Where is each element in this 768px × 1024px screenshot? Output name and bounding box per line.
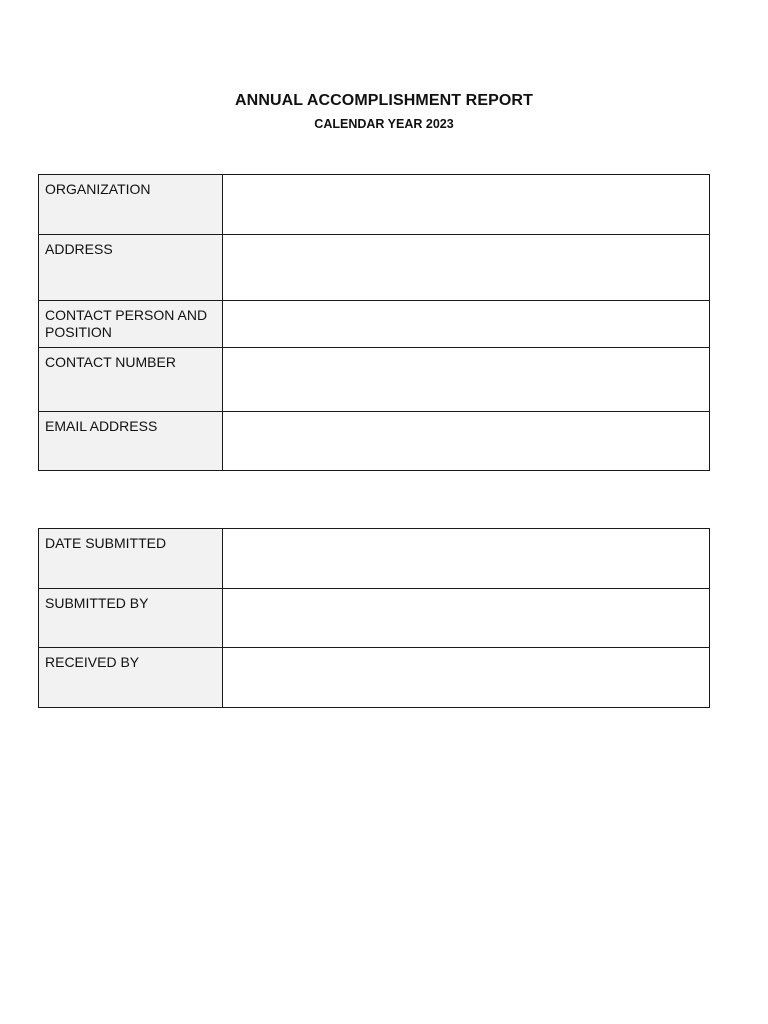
table-row: [39, 175, 710, 235]
address-label: ADDRESS: [39, 235, 223, 301]
contact-person-field[interactable]: [223, 301, 710, 348]
table-row: [39, 301, 710, 348]
received-by-field[interactable]: [223, 648, 710, 708]
submitted-by-label: SUBMITTED BY: [39, 589, 223, 648]
date-submitted-label: DATE SUBMITTED: [39, 529, 223, 589]
table-row: [39, 235, 710, 301]
date-submitted-field[interactable]: [223, 529, 710, 589]
document-title: ANNUAL ACCOMPLISHMENT REPORT: [235, 92, 533, 109]
address-field[interactable]: [223, 235, 710, 301]
contact-number-label: CONTACT NUMBER: [39, 348, 223, 412]
submitted-by-field[interactable]: [223, 589, 710, 648]
document-subtitle: CALENDAR YEAR 2023: [314, 117, 454, 131]
email-address-field[interactable]: [223, 412, 710, 471]
received-by-label: RECEIVED BY: [39, 648, 223, 708]
email-address-label: EMAIL ADDRESS: [39, 412, 223, 471]
contact-number-field[interactable]: [223, 348, 710, 412]
organization-field[interactable]: [223, 175, 710, 235]
organization-label: ORGANIZATION: [39, 175, 223, 235]
table-row: [39, 648, 710, 708]
contact-person-label: CONTACT PERSON AND POSITION: [39, 301, 223, 348]
submission-table: [38, 528, 710, 708]
table-row: [39, 348, 710, 412]
table-row: [39, 412, 710, 471]
table-row: [39, 529, 710, 589]
table-row: [39, 589, 710, 648]
organization-info-table: [38, 174, 710, 471]
